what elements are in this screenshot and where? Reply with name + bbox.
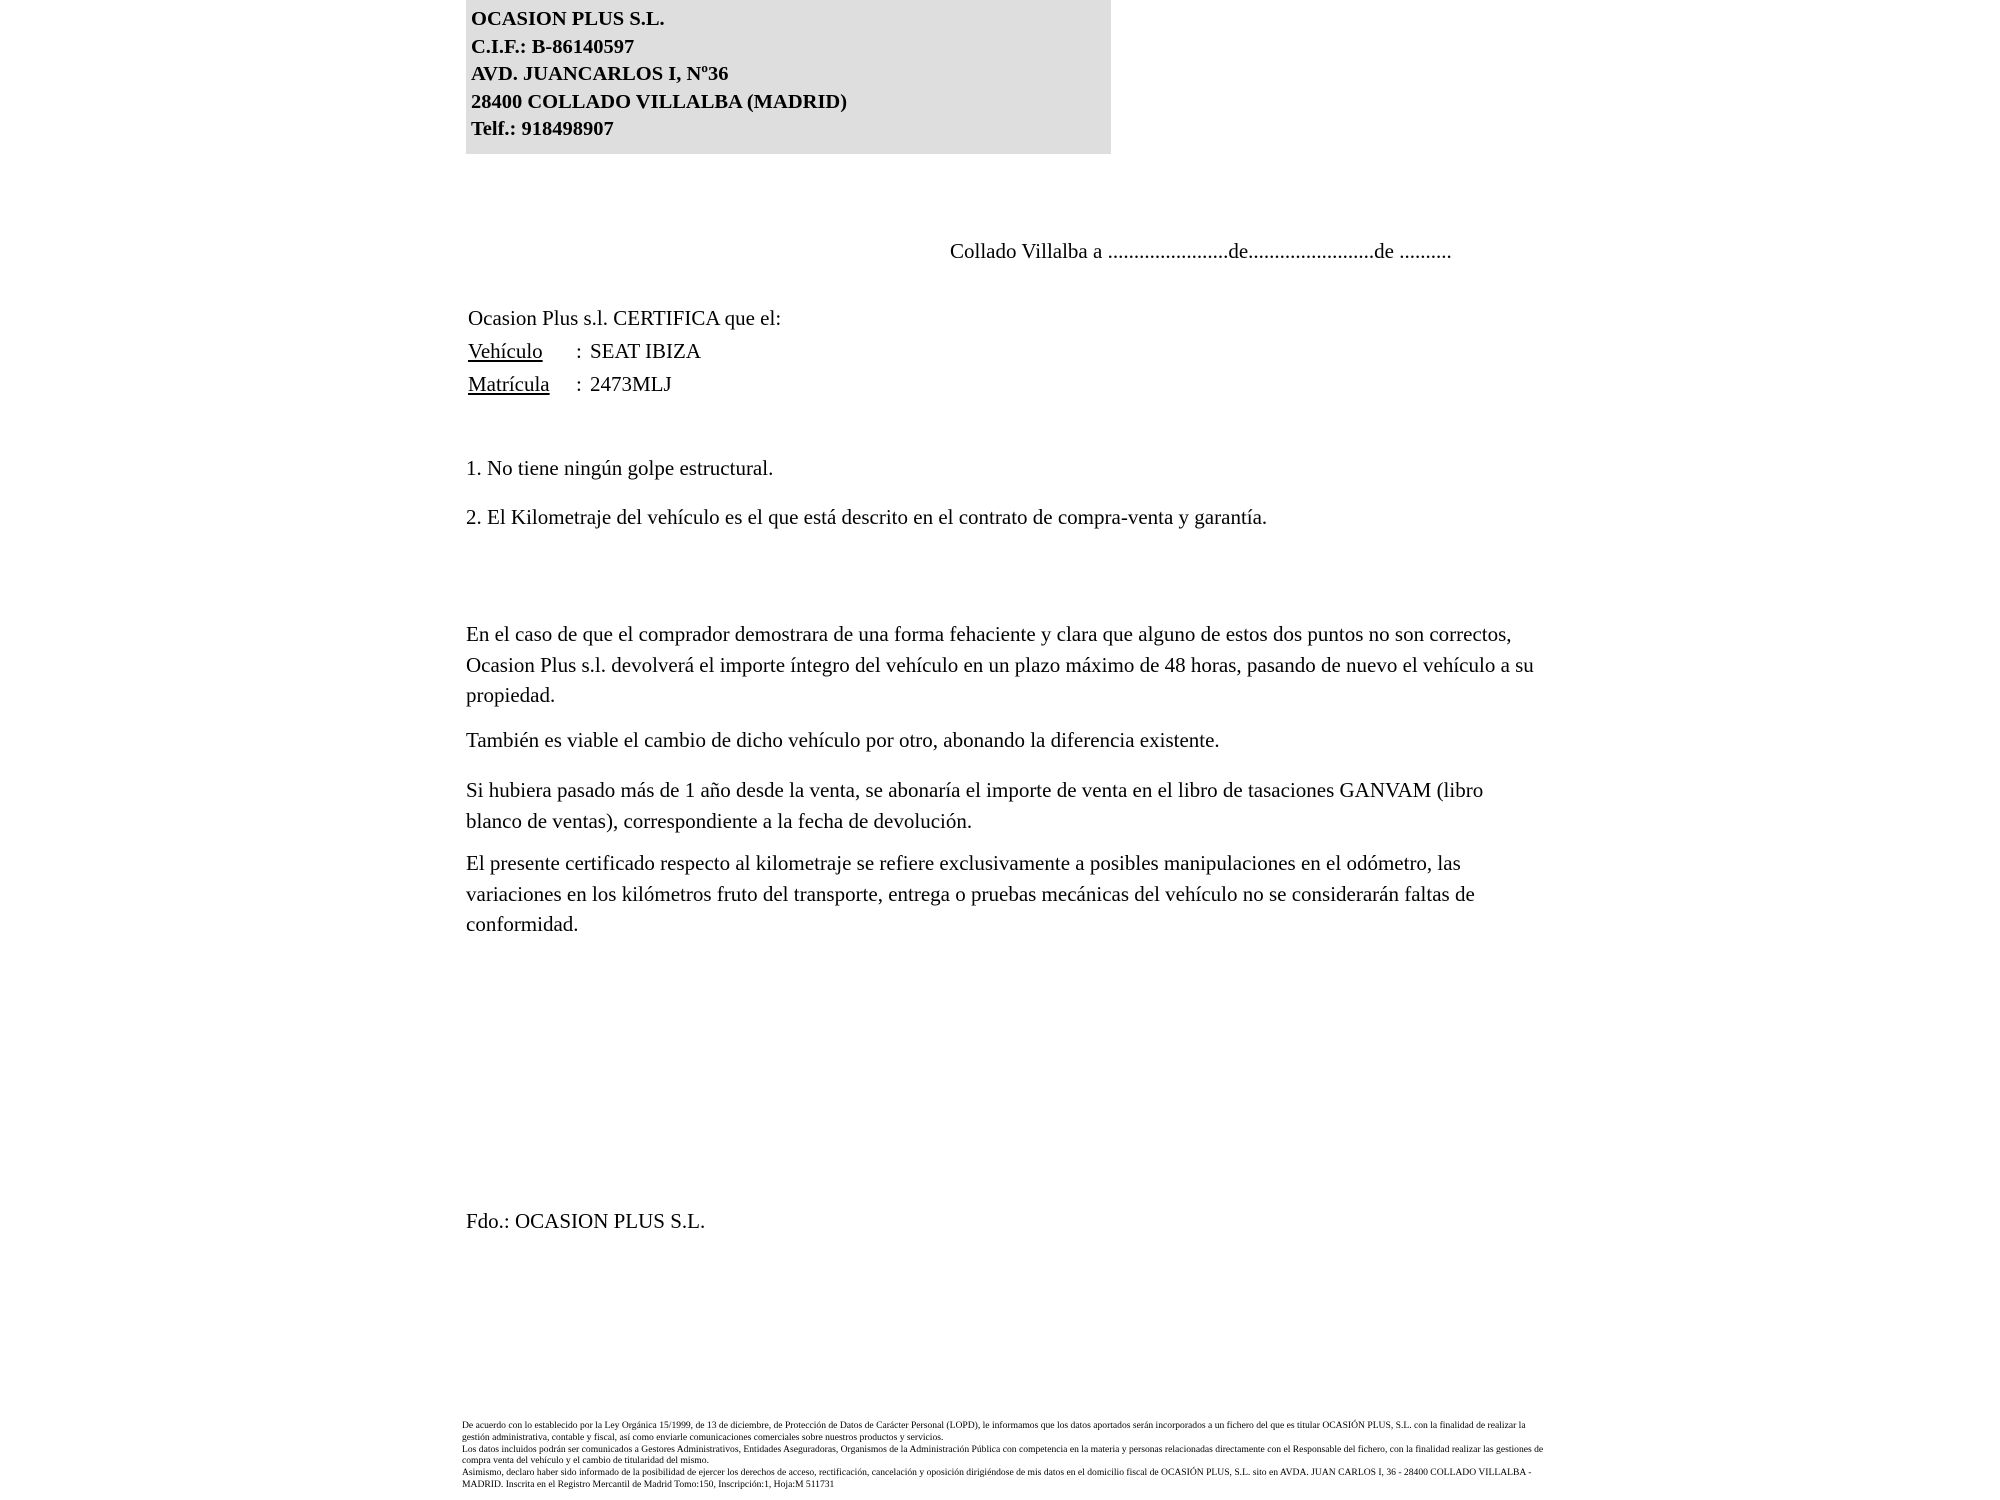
vehicle-label: Vehículo	[468, 339, 543, 363]
certifica-intro: Ocasion Plus s.l. CERTIFICA que el:	[468, 306, 782, 330]
vehicle-value: SEAT IBIZA	[590, 339, 702, 363]
vehicle-row	[468, 335, 781, 368]
body-paragraph-3: Si hubiera pasado más de 1 año desde la venta, se abonaría el importe de venta en el libro de tasaciones GANVAM (libro blanco de ventas), correspondiente a la fecha de devolución.	[466, 778, 1484, 833]
body-paragraph-4: El presente certificado respecto al kilometraje se refiere exclusivamente a posibles manipulaciones en el odómetro, las variaciones en los kilómetros fruto del transporte, entrega o pruebas mecánicas del vehículo no se considerarán faltas de conformidad.	[466, 851, 1475, 936]
company-address-street: AVD. JUANCARLOS I, Nº36	[471, 63, 729, 85]
company-cif: C.I.F.: B-86140597	[471, 35, 635, 58]
plate-row	[468, 368, 781, 401]
plate-label: Matrícula	[468, 372, 550, 396]
legal-footer	[462, 1420, 1552, 1491]
company-phone: Telf.: 918498907	[471, 118, 614, 140]
plate-separator: :	[576, 372, 582, 396]
legal-paragraph-1: De acuerdo con lo establecido por la Ley Orgánica 15/1999, de 13 de diciembre, de Protección de Datos de Carácter Personal (LOPD), le informamos que los datos aportados serán incorporados a un fichero del que es titular OCASIÓN PLUS, S.L. con la finalidad de realizar la gestión administrativa, contable y fiscal, así como enviarle comunicaciones comerciales sobre nuestros productos y servicios.	[462, 1420, 1526, 1443]
legal-paragraph-3: Asimismo, declaro haber sido informado de la posibilidad de ejercer los derechos de acceso, rectificación, cancelación y oposición dirigiéndose de mis datos en el domicilio fiscal de OCASIÓN PLUS, S.L. sito en AVDA. JUAN CARLOS I, 36 - 28400 COLLADO VILLALBA - MADRID. Inscrita en el Registro Mercantil de Madrid Tomo:150, Inscripción:1, Hoja:M 511731	[462, 1467, 1532, 1490]
certified-point-2: 2. El Kilometraje del vehículo es el que está descrito en el contrato de compra-venta y garantía.	[466, 505, 1268, 529]
legal-paragraph-2: Los datos incluidos podrán ser comunicados a Gestores Administrativos, Entidades Aseguradoras, Organismos de la Administración Pública con competencia en la materia y personas relacionadas directamente con el Responsable del fichero, con la finalidad realizar las gestiones de compra venta del vehículo y el cambio de titularidad del mismo.	[462, 1443, 1544, 1467]
certification-block	[468, 302, 781, 401]
body-paragraph-2: También es viable el cambio de dicho vehículo por otro, abonando la diferencia existente.	[466, 728, 1220, 752]
body-paragraph-1: En el caso de que el comprador demostrara de una forma fehaciente y clara que alguno de estos dos puntos no son correctos, Ocasion Plus s.l. devolverá el importe íntegro del vehículo en un plazo máximo de 48 horas, pasando de nuevo el vehículo a su propiedad.	[466, 622, 1534, 707]
company-name: OCASION PLUS S.L.	[471, 8, 665, 30]
vehicle-separator: :	[576, 339, 582, 363]
company-address-city: 28400 COLLADO VILLALBA (MADRID)	[471, 90, 848, 113]
date-line: Collado Villalba a .......................de........................de ..........	[950, 239, 1452, 263]
certified-point-1: 1. No tiene ningún golpe estructural.	[466, 456, 774, 480]
plate-value: 2473MLJ	[590, 372, 672, 396]
signature-line: Fdo.: OCASION PLUS S.L.	[466, 1209, 706, 1233]
company-letterhead	[466, 0, 1111, 154]
